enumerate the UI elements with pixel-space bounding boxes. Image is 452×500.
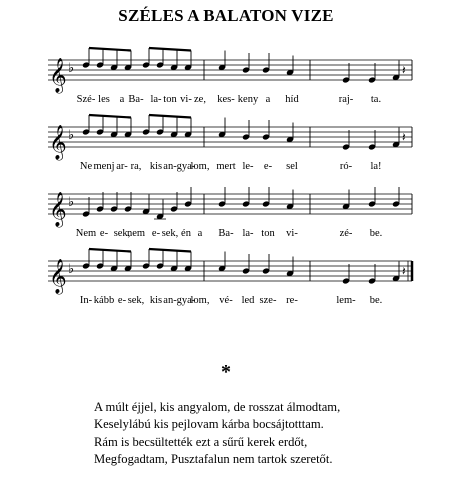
- lyric-syllable: ta.: [370, 94, 382, 105]
- lyric-syllable: lom,: [190, 161, 210, 172]
- song-title: SZÉLES A BALATON VIZE: [118, 6, 334, 25]
- treble-clef-icon: 𝄞: [49, 58, 67, 93]
- lyric-syllable: ton: [163, 94, 177, 105]
- quarter-rest-icon: 𝄽: [402, 63, 406, 77]
- verse-line: A múlt éjjel, kis angyalom, de rosszat álmodtam,: [94, 400, 341, 414]
- treble-clef-icon: 𝄞: [49, 125, 67, 160]
- flat-sign-icon: ♭: [68, 195, 75, 210]
- flat-sign-icon: ♭: [68, 61, 75, 76]
- verse-line: Keselylábú kis pejlovam kárba bocsájtotttam.: [94, 417, 324, 432]
- section-separator: *: [221, 361, 231, 383]
- lyric-syllable: le-: [242, 161, 254, 172]
- lyric-syllable: a: [265, 94, 271, 105]
- lyric-syllable: led: [241, 295, 255, 306]
- lyric-syllable: e-: [99, 228, 109, 239]
- lyric-syllable: kes-: [217, 94, 235, 105]
- lyric-syllable: raj-: [338, 94, 354, 105]
- lyric-syllable: Ba-: [218, 228, 234, 239]
- treble-clef-icon: 𝄞: [49, 192, 67, 227]
- lyric-syllable: kább: [93, 295, 115, 306]
- lyric-syllable: keny: [237, 94, 259, 105]
- lyric-syllable: a: [197, 228, 203, 239]
- staff-2: [48, 115, 412, 172]
- lyric-syllable: an-: [163, 295, 177, 306]
- lyric-syllable: nem: [126, 228, 146, 239]
- quarter-rest-icon: 𝄽: [402, 130, 406, 144]
- lyric-syllable: be.: [369, 295, 383, 306]
- lyric-syllable: ra,: [130, 161, 142, 172]
- lyric-syllable: In-: [79, 295, 93, 306]
- lyric-syllable: lom,: [190, 295, 210, 306]
- lyric-syllable: e-: [151, 228, 161, 239]
- staff-1: [48, 48, 412, 105]
- lyric-syllable: vi-: [286, 228, 298, 239]
- lyric-syllable: ze,: [194, 94, 206, 105]
- lyric-syllable: les: [98, 94, 110, 105]
- flat-sign-icon: ♭: [68, 262, 75, 277]
- lyric-syllable: vi-: [180, 94, 192, 105]
- lyric-syllable: ar-: [116, 161, 128, 172]
- lyric-syllable: Ne: [79, 161, 93, 172]
- lyric-syllable: la-: [150, 94, 162, 105]
- note-beam: [89, 115, 131, 118]
- lyric-syllable: lem-: [336, 295, 356, 306]
- lyric-syllable: e-: [117, 295, 127, 306]
- quarter-rest-icon: 𝄽: [402, 264, 406, 278]
- lyric-syllable: Nem: [75, 228, 97, 239]
- lyric-syllable: gya-: [176, 295, 196, 306]
- lyric-syllable: a: [119, 94, 125, 105]
- lyric-syllable: híd: [285, 94, 299, 105]
- verse-line: Megfogadtam, Pusztafalun nem tartok szeretőt.: [94, 452, 333, 467]
- lyric-syllable: kis: [149, 295, 163, 306]
- lyric-syllable: vé-: [219, 295, 233, 306]
- lyric-syllable: la!: [370, 161, 382, 172]
- lyric-syllable: Szé-: [76, 94, 96, 105]
- lyric-syllable: sel: [286, 161, 298, 172]
- lyric-syllable: e-: [263, 161, 273, 172]
- lyric-syllable: re-: [286, 295, 298, 306]
- lyric-syllable: sze-: [259, 295, 277, 306]
- lyric-syllable: an-: [163, 161, 177, 172]
- lyric-syllable: ró-: [339, 161, 353, 172]
- lyric-syllable: gya-: [176, 161, 196, 172]
- flat-sign-icon: ♭: [68, 128, 75, 143]
- note-beam: [89, 249, 131, 252]
- staff-4: [48, 249, 412, 306]
- lyric-syllable: sek,: [161, 228, 179, 239]
- note-beam: [149, 115, 191, 118]
- verse-text: [94, 399, 444, 469]
- lyric-syllable: sek,: [127, 295, 145, 306]
- lyric-syllable: menj: [93, 161, 115, 172]
- lyric-syllable: sek,: [113, 228, 131, 239]
- note-beam: [149, 249, 191, 252]
- staff-3: [48, 187, 412, 239]
- lyric-syllable: én: [181, 228, 191, 239]
- verse-line: Rám is becsültették ezt a sűrű kerek erdőt,: [94, 434, 308, 449]
- lyric-syllable: zé-: [339, 228, 353, 239]
- lyric-syllable: ton: [261, 228, 275, 239]
- lyric-syllable: la-: [242, 228, 254, 239]
- lyric-syllable: Ba-: [128, 94, 144, 105]
- note-beam: [89, 48, 131, 51]
- lyric-syllable: mert: [216, 161, 236, 172]
- note-beam: [149, 48, 191, 51]
- treble-clef-icon: 𝄞: [49, 259, 67, 294]
- lyric-syllable: kis: [149, 161, 163, 172]
- lyric-syllable: be.: [369, 228, 383, 239]
